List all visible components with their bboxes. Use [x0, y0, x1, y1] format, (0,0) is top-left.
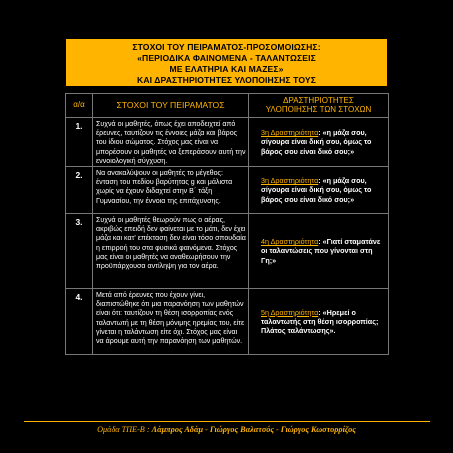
row-activity [249, 167, 389, 214]
title-line-4: ΚΑΙ ΔΡΑΣΤΗΡΙΟΤΗΤΕΣ ΥΛΟΠΟΙΗΣΗΣ ΤΟΥΣ [137, 75, 316, 85]
activity-label: 3η Δραστηριότητα [261, 128, 319, 138]
row-goal: Συχνά οι μαθητές, όπως έχει αποδειχτεί από έρευνες, ταυτίζουν τις έννοιες μάζα και βάρος του ίδιου σώματος. Στόχος μας είναι να μπορέσουν οι μαθητές να ξεπεράσουν αυτή την εννοιολογική σύγχυση. [93, 118, 249, 167]
title-line-2: «ΠΕΡΙΟΔΙΚΑ ΦΑΙΝΟΜΕΝΑ - ΤΑΛΑΝΤΩΣΕΙΣ [137, 53, 316, 63]
footer-team: Ομάδα ΤΠΕ-Β : [97, 425, 150, 434]
row-number: 3. [66, 214, 93, 289]
title-line-1: ΣΤΟΧΟΙ ΤΟΥ ΠΕΙΡΑΜΑΤΟΣ-ΠΡΟΣΟΜΟΙΩΣΗΣ: [132, 42, 321, 52]
row-number: 4. [66, 289, 93, 355]
header-goal: ΣΤΟΧΟΙ ΤΟΥ ΠΕΙΡΑΜΑΤΟΣ [93, 94, 249, 118]
activity-label: 5η Δραστηριότητα [261, 307, 319, 317]
row-number: 1. [66, 118, 93, 167]
activity-text: : «η μάζα σου, σίγουρα είναι δική σου, όμως το βάρος σου είναι δικό σου;» [261, 176, 372, 204]
activity-label: 4η Δραστηριότητα [261, 237, 319, 247]
table-row [66, 118, 389, 167]
goals-table [65, 93, 389, 355]
activity-text: : «Ηρεμεί ο ταλαντωτής στη θέση ισορροπίας; Πλάτος ταλάντωσης». [261, 307, 379, 336]
footer [0, 425, 453, 434]
title-line-3: ΜΕ ΕΛΑΤΗΡΙΑ ΚΑΙ ΜΑΖΕΣ» [169, 64, 284, 74]
row-activity [249, 289, 389, 355]
footer-authors: Λάμπρος Αδάμ - Γιώργος Βαλατσός - Γιώργος Κωστορρίζος [151, 425, 356, 434]
title-box [65, 38, 388, 87]
header-activity: ΔΡΑΣΤΗΡΙΟΤΗΤΕΣ ΥΛΟΠΟΙΗΣΗΣ ΤΩΝ ΣΤΟΧΩΝ [249, 94, 389, 118]
row-activity [249, 214, 389, 289]
row-goal: Συχνά οι μαθητές θεωρούν πως ο αέρας, ακριβώς επειδή δεν φαίνεται με το μάτι, δεν έχει μάζα και κατ' επέκταση δεν είναι τόσο σπουδαία η επιρροή του στα φυσικά φαινόμενα. Στόχος μας είναι οι μαθητές να αναθεωρήσουν την προϋπάρχουσα αντίληψη για τον αέρα. [93, 214, 249, 289]
table-row [66, 289, 389, 355]
footer-divider [24, 421, 430, 422]
header-num: α/α [66, 94, 93, 118]
row-goal: Να ανακαλύψουν οι μαθητές το μέγεθος: ένταση του πεδίου βαρύτητας g και μάλιστα χωρίς να έχουν διδαχτεί στην Β΄ τάξη Γυμνασίου, την έννοια της επιτάχυνσης. [93, 167, 249, 214]
activity-label: 3η Δραστηριότητα [261, 176, 319, 186]
activity-text: : «Γιατί σταματάνε οι ταλαντώσεις που γίνονται στη Γη;» [261, 237, 381, 265]
activity-text: : «η μάζα σου, σίγουρα είναι δική σου, όμως το βάρος σου είναι δικό σου;» [261, 128, 372, 156]
table-header-row [66, 94, 389, 118]
row-goal: Μετά από έρευνες που έχουν γίνει, διαπιστώθηκε ότι μια παρανόηση των μαθητών είναι ότι: ταυτίζουν τη θέση ισορροπίας ενός ταλαντωτή με τη θέση μόνιμης ηρεμίας του, είτε γίνεται η ταλάντωση είτε όχι. Στόχος μας είναι να άρουμε αυτή την παρανόηση των μαθητών. [93, 289, 249, 355]
table-row [66, 167, 389, 214]
table-row [66, 214, 389, 289]
row-number: 2. [66, 167, 93, 214]
row-activity [249, 118, 389, 167]
